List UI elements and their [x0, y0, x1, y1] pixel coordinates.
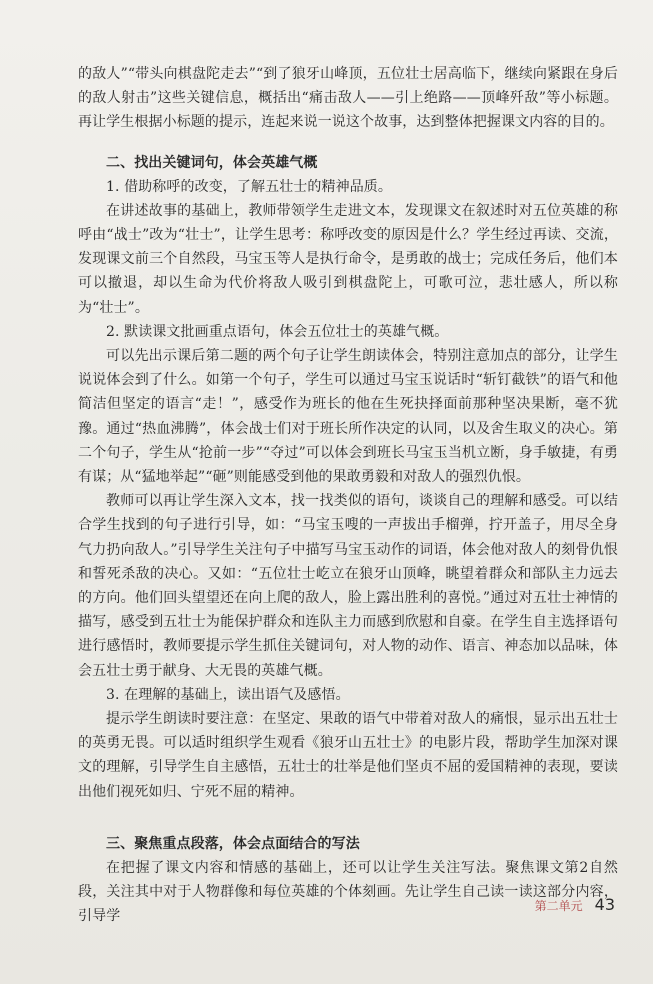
subheading-1: 1. 借助称呼的改变，了解五壮士的精神品质。: [106, 178, 393, 195]
paragraph-3: 教师可以再让学生深入文本，找一找类似的语句，谈谈自己的理解和感受。可以结合学生找到的句子进行引导，如：“马宝玉嗖的一声拔出手榴弹，拧开盖子，用尽全身气力扔向敌人。”引导学生关注句子中描写马宝玉动作的词语，体会他对敌人的刻骨仇恨和誓死杀敌的决心。又如：“五位壮士屹立在狼牙山顶峰，眺望着群众和部队主力远去的方向。他们回头望望还在向上爬的敌人，脸上露出胜利的喜悦。”通过对五壮士神情的描写，感受到五壮士为能保护群众和连队主力而感到欣慰和自豪。在学生自主选择语句进行感悟时，教师要提示学生抓住关键词句，对人物的动作、语言、神态加以品味，体会五壮士勇于献身、大无畏的英雄气概。: [78, 493, 618, 679]
page-content: [78, 62, 618, 929]
paragraph-4: 提示学生朗读时要注意：在坚定、果敢的语气中带着对敌人的痛恨，显示出五壮士的英勇无畏。可以适时组织学生观看《狼牙山五壮士》的电影片段，帮助学生加深对课文的理解，引导学生自主感悟，五壮士的壮举是他们坚贞不屈的爱国精神的表现，要读出他们视死如归、宁死不屈的精神。: [78, 711, 618, 800]
paragraph-2: 可以先出示课后第二题的两个句子让学生朗读体会，特别注意加点的部分，让学生说说体会到了什么。如第一个句子，学生可以通过马宝玉说话时“斩钉截铁”的语气和他简洁但坚定的语言“走！”，感受作为班长的他在生死抉择面前那种坚决果断，毫不犹豫。通过“热血沸腾”，体会战士们对于班长所作决定的认同，以及舍生取义的决心。第二个句子，学生从“抢前一步”“夺过”可以体会到班长马宝玉当机立断，身手敏捷，有勇有谋；从“猛地举起”“砸”则能感受到他的果敢勇毅和对敌人的强烈仇恨。: [78, 348, 618, 486]
section-heading-3: 三、聚焦重点段落，体会点面结合的写法: [106, 835, 360, 852]
paragraph-5: 在把握了课文内容和情感的基础上，还可以让学生关注写法。聚焦课文第2自然段，关注其中对于人物群像和每位英雄的个体刻画。先让学生自己读一读这部分内容，引导学: [78, 859, 618, 925]
subheading-2: 2. 默读课文批画重点语句，体会五位壮士的英雄气概。: [106, 323, 449, 340]
unit-label: 第二单元: [534, 899, 583, 913]
paragraph-intro: 的敌人”“带头向棋盘陀走去”“到了狼牙山峰顶，五位壮士居高临下，继续向紧跟在身后的敌人射击”这些关键信息，概括出“痛击敌人——引上绝路——顶峰歼敌”等小标题。再让学生根据小标题的提示，连起来说一说这个故事，达到整体把握课文内容的目的。: [78, 66, 618, 131]
page-number: 43: [594, 895, 615, 914]
section-heading-2: 二、找出关键词句，体会英雄气概: [106, 154, 318, 171]
page-footer: [535, 895, 615, 914]
paragraph-1: 在讲述故事的基础上，教师带领学生走进文本，发现课文在叙述时对五位英雄的称呼由“战士”改为“壮士”，让学生思考：称呼改变的原因是什么？学生经过再读、交流，发现课文前三个自然段，马宝玉等人是执行命令，是勇敢的战士；完成任务后，他们本可以撤退，却以生命为代价将敌人吸引到棋盘陀上，可歌可泣，悲壮感人，所以称为“壮士”。: [78, 202, 618, 316]
subheading-3: 3. 在理解的基础上，读出语气及感悟。: [106, 686, 350, 703]
